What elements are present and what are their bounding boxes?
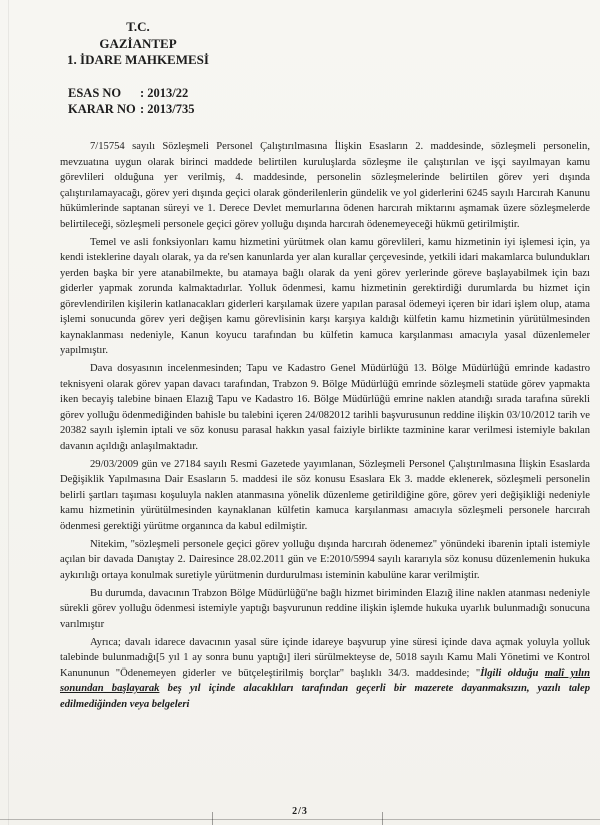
document-body bbox=[60, 139, 590, 715]
quoted-law-text-b: beş yıl içinde alacaklıları tarafından geçerli bir mazerete dayanmaksızın, yazılı talep edilmediğinden veya belgeleri bbox=[60, 683, 590, 710]
karar-row bbox=[68, 102, 195, 118]
esas-value: : 2013/22 bbox=[140, 86, 189, 100]
paragraph-1: 7/15754 sayılı Sözleşmeli Personel Çalıştırılmasına İlişkin Esasların 2. maddesinde, sözleşmeli personelin, mevzuatına uygun olarak birinci maddede belirtilen kuruluşlarda sözleşme ile çalıştırılan ve işçi sayılmayan kamu görevlileri olduğuna yer verilmiş, 4. maddesinde, personelin sözleşmelerinde belirtilen görev yeri dışında çalıştırılamayacağı, görev yeri dışında geçici olarak gönderilenlerin gündelik ve yol giderlerini 6245 sayılı Harcırah Kanunu hükümlerinde saptanan süreyi ve 1. Derece Devlet memurlarına ödenen harcırah miktarını aşmamak üzere sözleşmelerde belirtileceği, sözleşmeli personele geçici görev yolluğu dışında harcırah ödenemeyeceği hükmü getirilmiştir. bbox=[60, 141, 590, 230]
esas-row bbox=[68, 86, 195, 102]
case-numbers bbox=[68, 86, 195, 117]
paragraph-7-text: Ayrıca; davalı idarece davacının yasal süre içinde idareye başvurup yine süresi içinde dava açmak yoluyla yolluk talebinde bulunmadığı[5 yıl 1 ay sonra bunu yaptığı] ileri sürülmekteyse de, 5018 sayılı Kamu Mali Yönetimi ve Kontrol Kanununun "Ödenemeyen giderler ve bütçeleştirilmiş borçlar" başlıklı 34/3. maddesinde; " bbox=[60, 636, 590, 679]
quoted-law-underlined: malî yılın sonundan başlayarak bbox=[60, 667, 590, 694]
court-header bbox=[58, 19, 218, 69]
paragraph-6: Bu durumda, davacının Trabzon Bölge Müdürlüğü'ne bağlı hizmet biriminden Elazığ iline naklen atanması nedeniyle sürekli görev yolluğu ödenmesi istemiyle yaptığı başvurunun reddine ilişkin işlemde hukuka uyarlık bulunmadığı sonucuna varılmıştır bbox=[60, 587, 590, 630]
page-fold-line bbox=[0, 819, 600, 820]
header-city: GAZİANTEP bbox=[99, 35, 177, 51]
header-court: 1. İDARE MAHKEMESİ bbox=[67, 52, 209, 67]
page-number: 2/3 bbox=[292, 806, 308, 817]
header-country: T.C. bbox=[126, 19, 150, 34]
esas-label: ESAS NO bbox=[68, 86, 122, 100]
paragraph-7 bbox=[60, 635, 590, 713]
fold-tick-right bbox=[382, 812, 383, 825]
fold-tick-left bbox=[212, 812, 213, 825]
paragraph-4: 29/03/2009 gün ve 27184 sayılı Resmi Gazetede yayımlanan, Sözleşmeli Personel Çalıştırılmasına İlişkin Esaslarda Değişiklik Yapılmasına Dair Esasların 5. maddesi ile söz konusu Esaslara Ek 3. madde eklenerek, sözleşmeli personelin belirli şartları taşıması koşuluyla naklen atanmasına yönelik düzenleme getirildiğine göre, görev yeri değişikliği nedeniyle kamu hizmetinin yürütülmesinden kaynaklanan külfetin kamuca karşılanması amacıyla sözleşmeli personele harcırah ödenmesi gerektiği yürütme organınca da kabul edilmiştir. bbox=[60, 458, 590, 532]
karar-label: KARAR NO bbox=[68, 101, 136, 116]
paragraph-3: Dava dosyasının incelenmesinden; Tapu ve Kadastro Genel Müdürlüğü 13. Bölge Müdürlüğü emrinde kadastro teknisyeni olarak görev yapan davacı tarafından, Trabzon 9. Bölge Müdürlüğü emrinde sözleşmeli statüde görev yapmakta iken becayiş talebine binaen Elazığ Tapu ve Kadastro 16. Bölge Müdürlüğü emrine naklen atandığı sırada tarafına sürekli görev yolluğu ödenmediğinden bahisle bu talebini içeren 24/082012 tarihli başvurusunun reddine ilişkin 03/10/2012 tarih ve 20382 sayılı işlemin iptali ve söz konusu parasal hakkın yasal faiziyle birlikte tazminine karar verilmesi istemiyle bakılan davanın açıldığı anlaşılmaktadır. bbox=[60, 363, 590, 452]
paragraph-2: Temel ve asli fonksiyonları kamu hizmetini yürütmek olan kamu görevlileri, kamu hizmetinin iyi işlemesi için, ya kendi isteklerine dayalı olarak, ya da re'sen kanunlarda yer alan kurallar çerçevesinde, yetkili idari makamlarca bulundukları yerden başka bir yere atanabilmekte, bu atamaya bağlı olarak da yeni görev yerlerinde göreve başlayabilmek için bazı giderler yapmak zorunda kalmaktadırlar. Yolluk ödenmesi, kamu hizmetinin gerektirdiği durumlarda bu hizmet için görevlendirilen kişilerin katlanacakları giderleri karşılamak üzere yapılan parasal ödemeyi içeren bir idari işlem olup, atama işlemi sonucunda görev yeri değişen kamu görevlisinin karşı karşıya kaldığı külfetin kamu hizmetinin yürütülmesinden kaynaklanması nedeniyle, Kanun koyucu tarafından bu külfetin kamuca karşılanması amacıyla yasal düzenlemeler yapılmıştır. bbox=[60, 236, 590, 356]
quoted-law-text-a: İlgili olduğu bbox=[480, 667, 545, 679]
karar-value: : 2013/735 bbox=[140, 101, 195, 116]
paragraph-5: Nitekim, "sözleşmeli personele geçici görev yolluğu dışında harcırah ödenemez" yönündeki ibarenin iptali istemiyle açılan bir davada Danıştay 2. Dairesince 28.02.2011 gün ve E:2010/5994 sayılı kararıyla söz konusu düzenlemenin hukuka aykırılığı ortaya konulmak suretiyle yürütmenin durdurulması isteminin kabulüne karar verilmiştir. bbox=[60, 538, 590, 581]
scan-edge bbox=[8, 0, 9, 825]
